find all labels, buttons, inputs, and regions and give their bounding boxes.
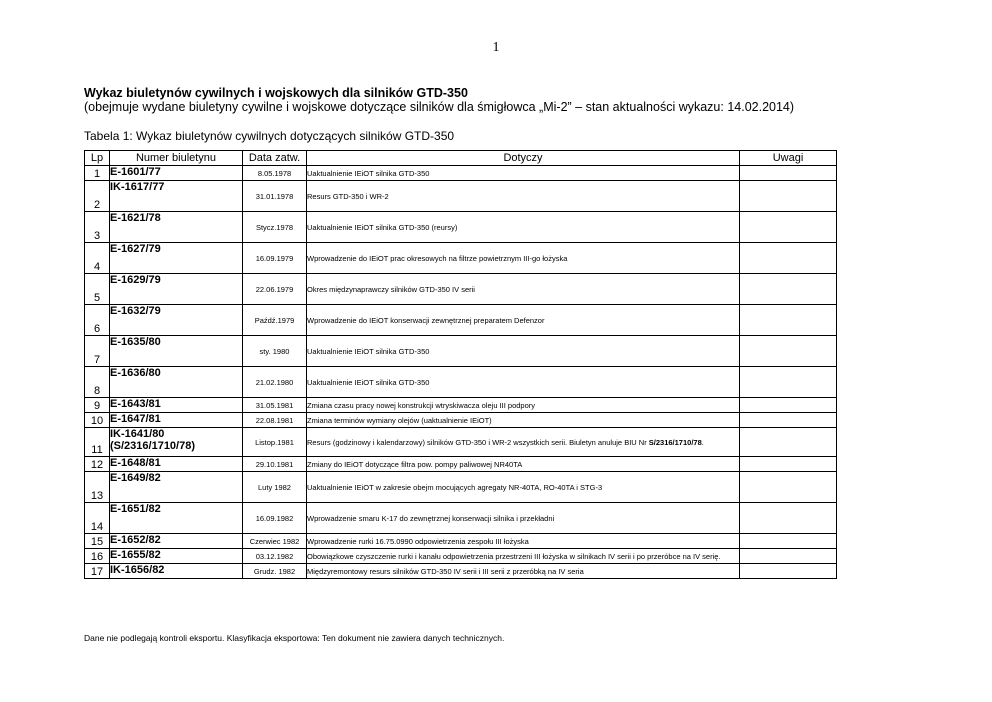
table-row <box>85 212 837 243</box>
table-row <box>85 336 837 367</box>
row-number: E-1635/80 <box>110 336 243 367</box>
bulletins-table <box>84 150 837 579</box>
row-subject: Obowiązkowe czyszczenie rurki i kanału odpowietrzenia przestrzeni III łożyska w silnikach IV serii i po przeróbce na IV serię. <box>307 549 740 564</box>
row-number: E-1649/82 <box>110 472 243 503</box>
row-remarks <box>740 181 837 212</box>
table-row <box>85 243 837 274</box>
row-number: E-1652/82 <box>110 534 243 549</box>
row-lp: 8 <box>85 367 110 398</box>
row-lp: 7 <box>85 336 110 367</box>
row-number: E-1621/78 <box>110 212 243 243</box>
row-remarks <box>740 534 837 549</box>
row-number: E-1655/82 <box>110 549 243 564</box>
row-lp: 15 <box>85 534 110 549</box>
row-subject: Wprowadzenie do IEiOT prac okresowych na filtrze powietrznym III-go łożyska <box>307 243 740 274</box>
header-date: Data zatw. <box>243 151 307 166</box>
row-remarks <box>740 398 837 413</box>
row-remarks <box>740 243 837 274</box>
row-date: Grudz. 1982 <box>243 564 307 579</box>
table-row <box>85 564 837 579</box>
row-lp: 17 <box>85 564 110 579</box>
row-date: 31.01.1978 <box>243 181 307 212</box>
row-date: 29.10.1981 <box>243 457 307 472</box>
row-number: E-1651/82 <box>110 503 243 534</box>
row-lp: 14 <box>85 503 110 534</box>
row-subject: Wprowadzenie rurki 16.75.0990 odpowietrzenia zespołu III łożyska <box>307 534 740 549</box>
page-number: 1 <box>492 40 500 55</box>
row-lp: 12 <box>85 457 110 472</box>
row-number-primary: IK-1641/80 <box>110 428 165 440</box>
row-remarks <box>740 336 837 367</box>
table-row <box>85 367 837 398</box>
row-number: E-1627/79 <box>110 243 243 274</box>
row-remarks <box>740 428 837 457</box>
row-date: sty. 1980 <box>243 336 307 367</box>
row-remarks <box>740 472 837 503</box>
row-lp: 11 <box>85 428 110 457</box>
row-number: E-1601/77 <box>110 166 243 181</box>
row-subject-end: . <box>701 437 704 447</box>
row-number: E-1629/79 <box>110 274 243 305</box>
row-lp: 4 <box>85 243 110 274</box>
row-number <box>110 428 243 457</box>
table-row <box>85 534 837 549</box>
row-lp: 10 <box>85 413 110 428</box>
row-date: Paźdź.1979 <box>243 305 307 336</box>
row-subject: Zmiana terminów wymiany olejów (uaktualnienie IEiOT) <box>307 413 740 428</box>
row-subject <box>307 428 740 457</box>
row-number-secondary: (S/2316/1710/78) <box>110 440 196 452</box>
row-subject: Uaktualnienie IEiOT w zakresie obejm mocujących agregaty NR-40TA, RO-40TA i STG-3 <box>307 472 740 503</box>
export-control-footer: Dane nie podlegają kontroli eksportu. Klasyfikacja eksportowa: Ten dokument nie zawiera danych technicznych. <box>84 633 505 643</box>
row-lp: 13 <box>85 472 110 503</box>
row-subject: Wprowadzenie do IEiOT konserwacji zewnętrznej preparatem Defenzor <box>307 305 740 336</box>
row-subject: Uaktualnienie IEiOT silnika GTD-350 <box>307 367 740 398</box>
row-date: 31.05.1981 <box>243 398 307 413</box>
row-lp: 16 <box>85 549 110 564</box>
row-date: Listop.1981 <box>243 428 307 457</box>
row-remarks <box>740 367 837 398</box>
row-remarks <box>740 274 837 305</box>
header-number: Numer biuletynu <box>110 151 243 166</box>
row-lp: 5 <box>85 274 110 305</box>
table-row <box>85 166 837 181</box>
row-remarks <box>740 413 837 428</box>
row-subject: Zmiany do IEiOT dotyczące filtra pow. pompy paliwowej NR40TA <box>307 457 740 472</box>
row-remarks <box>740 457 837 472</box>
row-number: E-1632/79 <box>110 305 243 336</box>
document-title: Wykaz biuletynów cywilnych i wojskowych dla silników GTD-350 <box>84 86 468 100</box>
row-subject: Resurs GTD-350 i WR-2 <box>307 181 740 212</box>
table-row <box>85 428 837 457</box>
row-date: 03.12.1982 <box>243 549 307 564</box>
row-date: 16.09.1979 <box>243 243 307 274</box>
row-subject: Zmiana czasu pracy nowej konstrukcji wtryskiwacza oleju III podpory <box>307 398 740 413</box>
row-date: 22.08.1981 <box>243 413 307 428</box>
table-row <box>85 457 837 472</box>
row-subject-text: Resurs (godzinowy i kalendarzowy) silników GTD-350 i WR-2 wszystkich serii. Biuletyn anuluje BIU Nr <box>307 437 649 447</box>
table-row <box>85 274 837 305</box>
row-number: IK-1617/77 <box>110 181 243 212</box>
row-lp: 9 <box>85 398 110 413</box>
table-row <box>85 503 837 534</box>
row-number: E-1647/81 <box>110 413 243 428</box>
table-caption: Tabela 1: Wykaz biuletynów cywilnych dotyczących silników GTD-350 <box>84 129 455 143</box>
table-row <box>85 472 837 503</box>
row-number: IK-1656/82 <box>110 564 243 579</box>
row-date: 21.02.1980 <box>243 367 307 398</box>
header-lp: Lp <box>85 151 110 166</box>
table-row <box>85 398 837 413</box>
row-subject: Wprowadzenie smaru K-17 do zewnętrznej konserwacji silnika i przekładni <box>307 503 740 534</box>
row-number: E-1636/80 <box>110 367 243 398</box>
row-lp: 2 <box>85 181 110 212</box>
row-subject: Okres międzynaprawczy silników GTD-350 IV serii <box>307 274 740 305</box>
row-remarks <box>740 166 837 181</box>
row-remarks <box>740 503 837 534</box>
row-date: 22.06.1979 <box>243 274 307 305</box>
row-subject-bold: S/2316/1710/78 <box>648 437 702 447</box>
table-row <box>85 305 837 336</box>
row-subject: Uaktualnienie IEiOT silnika GTD-350 <box>307 166 740 181</box>
table-row <box>85 549 837 564</box>
row-number: E-1648/81 <box>110 457 243 472</box>
row-date: Stycz.1978 <box>243 212 307 243</box>
table-header-row <box>85 151 837 166</box>
document-subtitle: (obejmuje wydane biuletyny cywilne i wojskowe dotyczące silników dla śmigłowca „Mi-2” – stan aktualności wykazu: 14.02.2014) <box>84 100 795 114</box>
row-subject: Uaktualnienie IEiOT silnika GTD-350 <box>307 336 740 367</box>
header-remarks: Uwagi <box>740 151 837 166</box>
row-lp: 6 <box>85 305 110 336</box>
row-lp: 3 <box>85 212 110 243</box>
row-date: Czerwiec 1982 <box>243 534 307 549</box>
row-remarks <box>740 305 837 336</box>
table-row <box>85 181 837 212</box>
header-subject: Dotyczy <box>307 151 740 166</box>
row-number: E-1643/81 <box>110 398 243 413</box>
row-subject: Międzyremontowy resurs silników GTD-350 IV serii i III serii z przeróbką na IV seria <box>307 564 740 579</box>
row-date: 16.09.1982 <box>243 503 307 534</box>
table-row <box>85 413 837 428</box>
row-remarks <box>740 549 837 564</box>
row-lp: 1 <box>85 166 110 181</box>
row-date: 8.05.1978 <box>243 166 307 181</box>
row-subject: Uaktualnienie IEiOT silnika GTD-350 (reursy) <box>307 212 740 243</box>
row-remarks <box>740 212 837 243</box>
row-date: Luty 1982 <box>243 472 307 503</box>
row-remarks <box>740 564 837 579</box>
